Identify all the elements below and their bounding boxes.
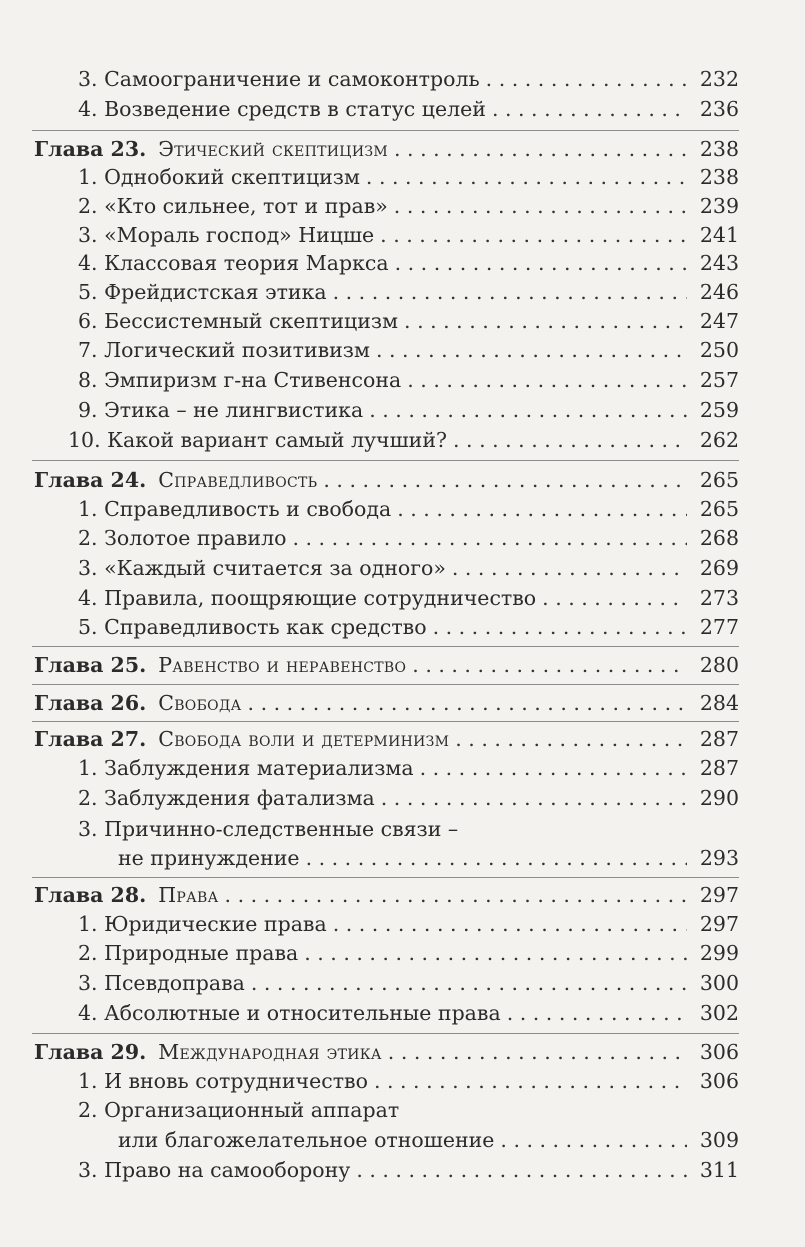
- leader-dots: [412, 648, 687, 682]
- chapter-page: 297: [699, 883, 739, 907]
- leader-dots: [507, 996, 687, 1030]
- entry-page: 300: [699, 971, 739, 995]
- entry-page: 250: [699, 338, 739, 362]
- chapter-title: Международная этика: [158, 1040, 382, 1064]
- toc-entry[interactable]: [0, 551, 805, 585]
- chapter-title: Свобода воли и детерминизм: [158, 727, 450, 751]
- entry-page: 269: [699, 556, 739, 580]
- entry-page: 241: [699, 223, 739, 247]
- entry-page: 246: [699, 280, 739, 304]
- entry-title: 4. Абсолютные и относительные права: [78, 1001, 501, 1025]
- chapter-label: Глава 24.: [34, 468, 147, 492]
- chapter-label: Глава 27.: [34, 727, 147, 751]
- toc-entry[interactable]: [0, 423, 805, 457]
- entry-page: 232: [699, 67, 739, 91]
- entry-page: 268: [699, 526, 739, 550]
- leader-dots: [248, 686, 687, 720]
- entry-page: 265: [699, 497, 739, 521]
- divider: [32, 684, 739, 685]
- divider: [32, 460, 739, 461]
- entry-page: 311: [699, 1158, 739, 1182]
- entry-title: 3. «Каждый считается за одного»: [78, 556, 446, 580]
- entry-title: 10. Какой вариант самый лучший?: [68, 428, 447, 452]
- toc-entry[interactable]: [0, 1123, 805, 1157]
- chapter-25-heading[interactable]: [0, 648, 805, 682]
- entry-page: 273: [699, 586, 739, 610]
- leader-dots: [292, 521, 687, 555]
- entry-page: 247: [699, 309, 739, 333]
- leader-dots: [452, 551, 687, 585]
- toc-entry[interactable]: [0, 936, 805, 970]
- toc-entry[interactable]: [0, 996, 805, 1030]
- entry-title: 9. Этика – не лингвистика: [78, 398, 364, 422]
- toc-entry[interactable]: [0, 751, 805, 785]
- entry-title: 4. Классовая теория Маркса: [78, 251, 389, 275]
- entry-page: 302: [699, 1001, 739, 1025]
- entry-title: 5. Фрейдистская этика: [78, 280, 327, 304]
- entry-title: 1. И вновь сотрудничество: [78, 1069, 368, 1093]
- entry-title: 2. Заблуждения фатализма: [78, 786, 375, 810]
- chapter-page: 284: [699, 691, 739, 715]
- entry-title: 2. Золотое правило: [78, 526, 287, 550]
- entry-title: 3. Право на самооборону: [78, 1158, 351, 1182]
- chapter-label: Глава 26.: [34, 691, 147, 715]
- toc-entry[interactable]: [0, 62, 805, 96]
- entry-page: 239: [699, 194, 739, 218]
- entry-page: 299: [699, 941, 739, 965]
- leader-dots: [492, 92, 687, 126]
- entry-page: 262: [699, 428, 739, 452]
- entry-title: 1. Юридические права: [78, 912, 327, 936]
- chapter-page: 287: [699, 727, 739, 751]
- divider: [32, 646, 739, 647]
- entry-title: 1. Однобокий скептицизм: [78, 165, 360, 189]
- entry-page: 287: [699, 756, 739, 780]
- chapter-page: 265: [699, 468, 739, 492]
- chapter-label: Глава 28.: [34, 883, 147, 907]
- entry-title: 3. Самоограничение и самоконтроль: [78, 67, 480, 91]
- entry-title-line1[interactable]: 3. Причинно-следственные связи –: [78, 817, 459, 841]
- entry-page: 257: [699, 368, 739, 392]
- chapter-label: Глава 23.: [34, 137, 147, 161]
- divider: [32, 1033, 739, 1034]
- entry-page: 309: [699, 1128, 739, 1152]
- chapter-title: Этический скептицизм: [158, 137, 388, 161]
- leader-dots: [407, 363, 687, 397]
- entry-title: 3. Псевдоправа: [78, 971, 245, 995]
- entry-page: 293: [699, 846, 739, 870]
- entry-page: 238: [699, 165, 739, 189]
- toc-entry[interactable]: [0, 966, 805, 1000]
- leader-dots: [433, 610, 687, 644]
- leader-dots: [381, 781, 687, 815]
- chapter-page: 306: [699, 1040, 739, 1064]
- entry-page: 306: [699, 1069, 739, 1093]
- toc-entry[interactable]: [0, 92, 805, 126]
- entry-title: 1. Заблуждения материализма: [78, 756, 414, 780]
- leader-dots: [420, 751, 687, 785]
- entry-page: 277: [699, 615, 739, 639]
- entry-title: 4. Возведение средств в статус целей: [78, 97, 486, 121]
- entry-title: 4. Правила, поощряющие сотрудничество: [78, 586, 537, 610]
- chapter-title: Справедливость: [158, 468, 318, 492]
- toc-entry[interactable]: [0, 393, 805, 427]
- leader-dots: [306, 841, 687, 875]
- toc-entry[interactable]: [0, 333, 805, 367]
- entry-page: 236: [699, 97, 739, 121]
- entry-page: 290: [699, 786, 739, 810]
- chapter-title: Права: [158, 883, 219, 907]
- entry-title: 6. Бессистемный скептицизм: [78, 309, 399, 333]
- entry-page: 243: [699, 251, 739, 275]
- entry-title-line2: или благожелательное отношение: [118, 1128, 495, 1152]
- entry-page: 297: [699, 912, 739, 936]
- chapter-label: Глава 25.: [34, 653, 147, 677]
- divider: [32, 130, 739, 131]
- entry-title-line1[interactable]: 2. Организационный аппарат: [78, 1098, 400, 1122]
- leader-dots: [374, 1064, 687, 1098]
- entry-title: 5. Справедливость как средство: [78, 615, 427, 639]
- entry-title: 7. Логический позитивизм: [78, 338, 370, 362]
- leader-dots: [376, 333, 687, 367]
- entry-page: 259: [699, 398, 739, 422]
- leader-dots: [356, 1153, 687, 1187]
- entry-title: 1. Справедливость и свобода: [78, 497, 392, 521]
- leader-dots: [453, 423, 687, 457]
- toc-entry[interactable]: [0, 363, 805, 397]
- chapter-page: 280: [699, 653, 739, 677]
- toc-entry[interactable]: [0, 521, 805, 555]
- chapter-page: 238: [699, 137, 739, 161]
- toc-entry[interactable]: [0, 610, 805, 644]
- entry-title: 2. Природные права: [78, 941, 299, 965]
- chapter-title: Равенство и неравенство: [158, 653, 407, 677]
- entry-title: 3. «Мораль господ» Ницше: [78, 223, 375, 247]
- toc-entry[interactable]: [0, 781, 805, 815]
- entry-title: 2. «Кто сильнее, тот и прав»: [78, 194, 388, 218]
- toc-entry[interactable]: [0, 1153, 805, 1187]
- entry-title: 8. Эмпиризм г-на Стивенсона: [78, 368, 402, 392]
- leader-dots: [486, 62, 687, 96]
- chapter-label: Глава 29.: [34, 1040, 147, 1064]
- toc-entry[interactable]: [0, 841, 805, 875]
- leader-dots: [304, 936, 687, 970]
- leader-dots: [500, 1123, 687, 1157]
- leader-dots: [369, 393, 687, 427]
- chapter-26-heading[interactable]: [0, 686, 805, 720]
- entry-title-line2: не принуждение: [118, 846, 300, 870]
- leader-dots: [251, 966, 687, 1000]
- chapter-title: Свобода: [158, 691, 242, 715]
